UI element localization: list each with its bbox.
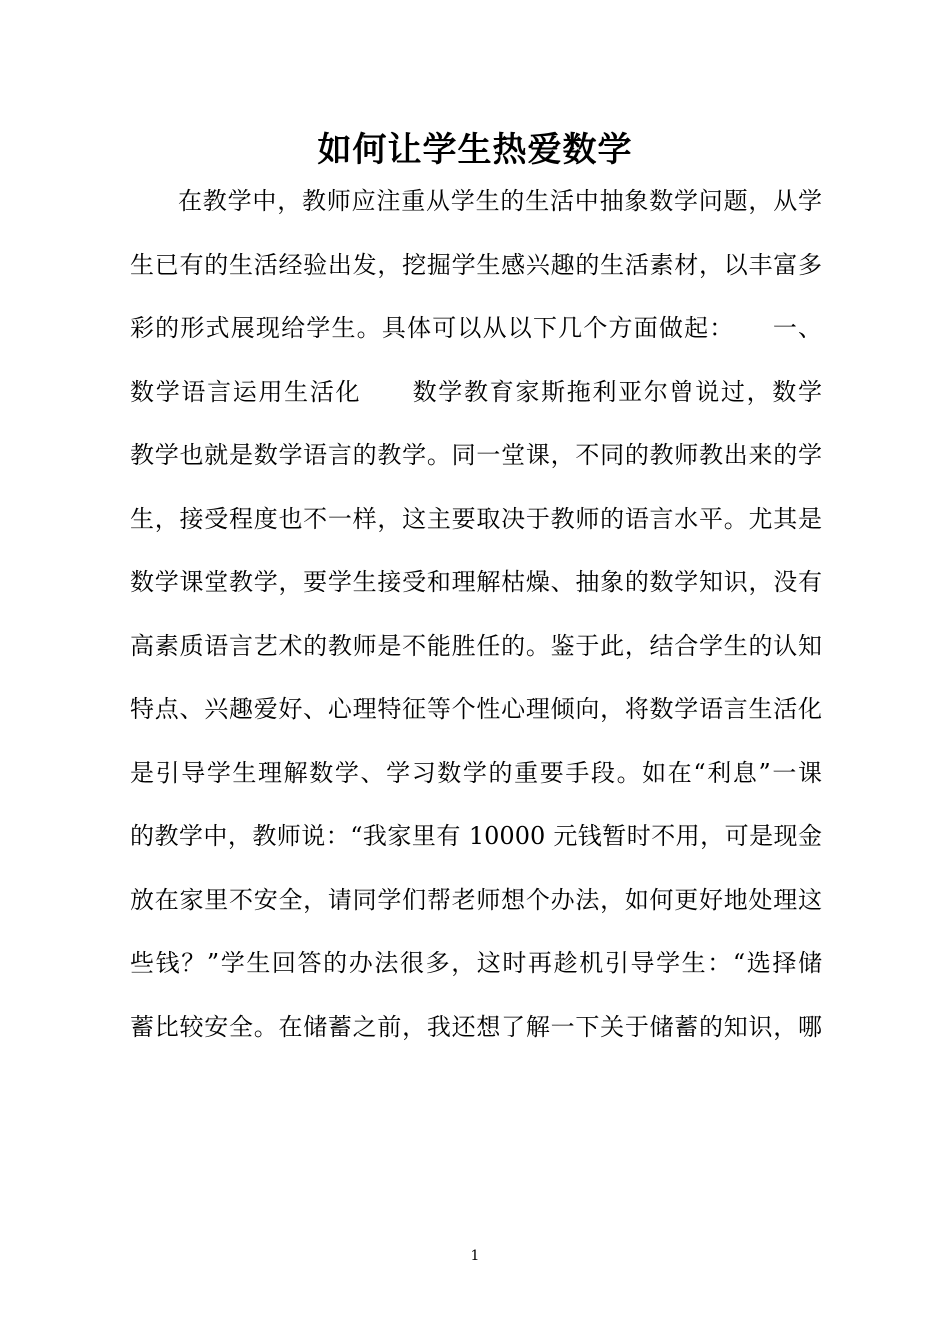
body-line: 数学课堂教学，要学生接受和理解枯燥、抽象的数学知识，没有 — [130, 568, 822, 596]
body-line: 放在家里不安全，请同学们帮老师想个办法，如何更好地处理这 — [130, 885, 822, 914]
body-line: 彩的形式展现给学生。具体可以从以下几个方面做起： 一、 — [130, 314, 822, 342]
body-line: 生，接受程度也不一样，这主要取决于教师的语言水平。尤其是 — [130, 504, 822, 533]
page-number: 1 — [470, 1248, 480, 1264]
body-line: 些钱？”学生回答的办法很多，这时再趁机引导学生：“选择储 — [130, 949, 822, 977]
document-title: 如何让学生热爱数学 — [317, 130, 633, 170]
document-body — [130, 170, 822, 1059]
body-line: 教学也就是数学语言的教学。同一堂课，不同的教师教出来的学 — [130, 441, 822, 469]
body-line: 生已有的生活经验出发，挖掘学生感兴趣的生活素材，以丰富多 — [130, 250, 822, 279]
body-line: 是引导学生理解数学、学习数学的重要手段。如在“利息”一课 — [130, 758, 822, 787]
body-line: 数学语言运用生活化 数学教育家斯拖利亚尔曾说过，数学 — [130, 377, 822, 406]
body-line: 的教学中，教师说：“我家里有 10000 元钱暂时不用，可是现金 — [130, 822, 822, 850]
body-line: 特点、兴趣爱好、心理特征等个性心理倾向，将数学语言生活化 — [130, 695, 822, 723]
body-line: 高素质语言艺术的教师是不能胜任的。鉴于此，结合学生的认知 — [130, 631, 822, 660]
body-line: 在教学中，教师应注重从学生的生活中抽象数学问题，从学 — [178, 187, 822, 215]
body-line: 蓄比较安全。在储蓄之前，我还想了解一下关于储蓄的知识，哪 — [130, 1012, 822, 1041]
